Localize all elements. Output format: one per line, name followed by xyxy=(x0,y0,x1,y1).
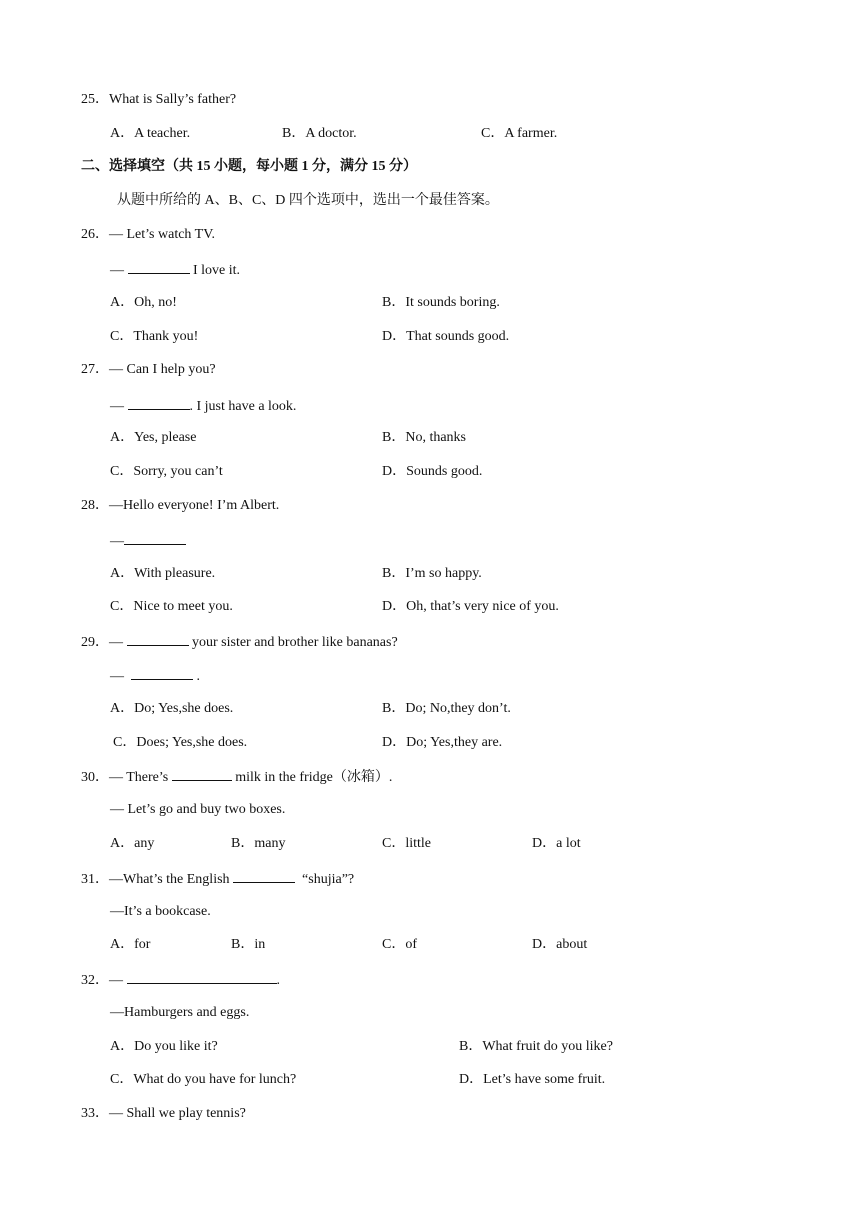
q29-option-c: C．Does; Yes,she does. xyxy=(113,735,248,750)
section-instruction: 从题中所给的 A、B、C、D 四个选项中，选出一个最佳答案。 xyxy=(117,193,499,208)
q27-answer-blank xyxy=(128,396,190,410)
q30-option-c: C．little xyxy=(382,836,431,851)
q27-reply-text: . I just have a look. xyxy=(189,399,297,414)
q29-option-b: B．Do; No,they don’t. xyxy=(382,701,511,716)
q30-stem-blank xyxy=(172,767,232,781)
q29-option-d: D．Do; Yes,they are. xyxy=(382,735,503,750)
q29-stem-post: your sister and brother like bananas? xyxy=(188,635,398,650)
q29-stem xyxy=(81,632,398,652)
q25-option-c: C．A farmer. xyxy=(481,126,558,141)
q25-option-a: A．A teacher. xyxy=(110,126,191,141)
q29-stem-pre: 29．— xyxy=(81,635,127,650)
q29-reply xyxy=(110,666,200,686)
q27-option-d: D．Sounds good. xyxy=(382,464,483,479)
q26-answer-blank xyxy=(128,260,190,274)
q31-stem-post: “shujia”? xyxy=(295,872,355,887)
q28-option-a: A．With pleasure. xyxy=(110,566,216,581)
q31-stem xyxy=(81,869,354,889)
q28-stem: 28．—Hello everyone! I’m Albert. xyxy=(81,498,280,513)
q27-reply-dash: — xyxy=(110,399,128,414)
q30-stem-pre: 30．— There’s xyxy=(81,770,172,785)
q28-reply-dash: — xyxy=(110,534,124,549)
q33-stem: 33．— Shall we play tennis? xyxy=(81,1106,246,1121)
q30-stem xyxy=(81,767,392,787)
q32-option-a: A．Do you like it? xyxy=(110,1039,218,1054)
q32-option-c: C．What do you have for lunch? xyxy=(110,1072,297,1087)
q26-stem: 26．— Let’s watch TV. xyxy=(81,227,216,242)
q31-option-a: A．for xyxy=(110,937,151,952)
q26-reply-text: I love it. xyxy=(189,263,241,278)
q32-stem-pre: 32．— xyxy=(81,973,127,988)
q26-option-c: C．Thank you! xyxy=(110,329,199,344)
q31-option-b: B．in xyxy=(231,937,266,952)
section-heading: 二、选择填空（共 15 小题，每小题 1 分，满分 15 分） xyxy=(81,159,417,174)
q28-option-c: C．Nice to meet you. xyxy=(110,599,233,614)
q29-option-a: A．Do; Yes,she does. xyxy=(110,701,234,716)
q27-stem: 27．— Can I help you? xyxy=(81,362,216,377)
q26-option-d: D．That sounds good. xyxy=(382,329,510,344)
q28-answer-blank xyxy=(124,531,186,545)
q32-line2: —Hamburgers and eggs. xyxy=(110,1005,250,1020)
q30-line2: — Let’s go and buy two boxes. xyxy=(110,802,286,817)
q29-stem-blank xyxy=(127,632,189,646)
q29-reply-blank xyxy=(131,666,193,680)
q27-option-b: B．No, thanks xyxy=(382,430,466,445)
q28-option-b: B．I’m so happy. xyxy=(382,566,482,581)
q26-reply-dash: — xyxy=(110,263,128,278)
q26-option-b: B．It sounds boring. xyxy=(382,295,500,310)
q31-stem-blank xyxy=(233,869,295,883)
q30-option-d: D．a lot xyxy=(532,836,581,851)
q31-stem-pre: 31．—What’s the English xyxy=(81,872,234,887)
q25-stem: 25．What is Sally’s father? xyxy=(81,92,237,107)
q32-stem-post: . xyxy=(276,973,280,988)
q30-option-b: B．many xyxy=(231,836,286,851)
q32-stem-blank xyxy=(127,970,277,984)
q32-option-d: D．Let’s have some fruit. xyxy=(459,1072,606,1087)
q30-stem-post: milk in the fridge（冰箱）. xyxy=(231,770,393,785)
q27-option-c: C．Sorry, you can’t xyxy=(110,464,223,479)
q31-option-d: D．about xyxy=(532,937,588,952)
q30-option-a: A．any xyxy=(110,836,155,851)
q31-line2: —It’s a bookcase. xyxy=(110,904,211,919)
q27-reply xyxy=(110,396,296,416)
q31-option-c: C．of xyxy=(382,937,417,952)
q26-option-a: A．Oh, no! xyxy=(110,295,177,310)
q29-reply-post: . xyxy=(193,669,200,684)
q28-option-d: D．Oh, that’s very nice of you. xyxy=(382,599,559,614)
q32-option-b: B．What fruit do you like? xyxy=(459,1039,613,1054)
q26-reply xyxy=(110,260,240,280)
q29-reply-dash: — xyxy=(110,669,131,684)
q28-reply xyxy=(110,531,186,551)
q27-option-a: A．Yes, please xyxy=(110,430,197,445)
q32-stem xyxy=(81,970,280,990)
q25-option-b: B．A doctor. xyxy=(282,126,357,141)
